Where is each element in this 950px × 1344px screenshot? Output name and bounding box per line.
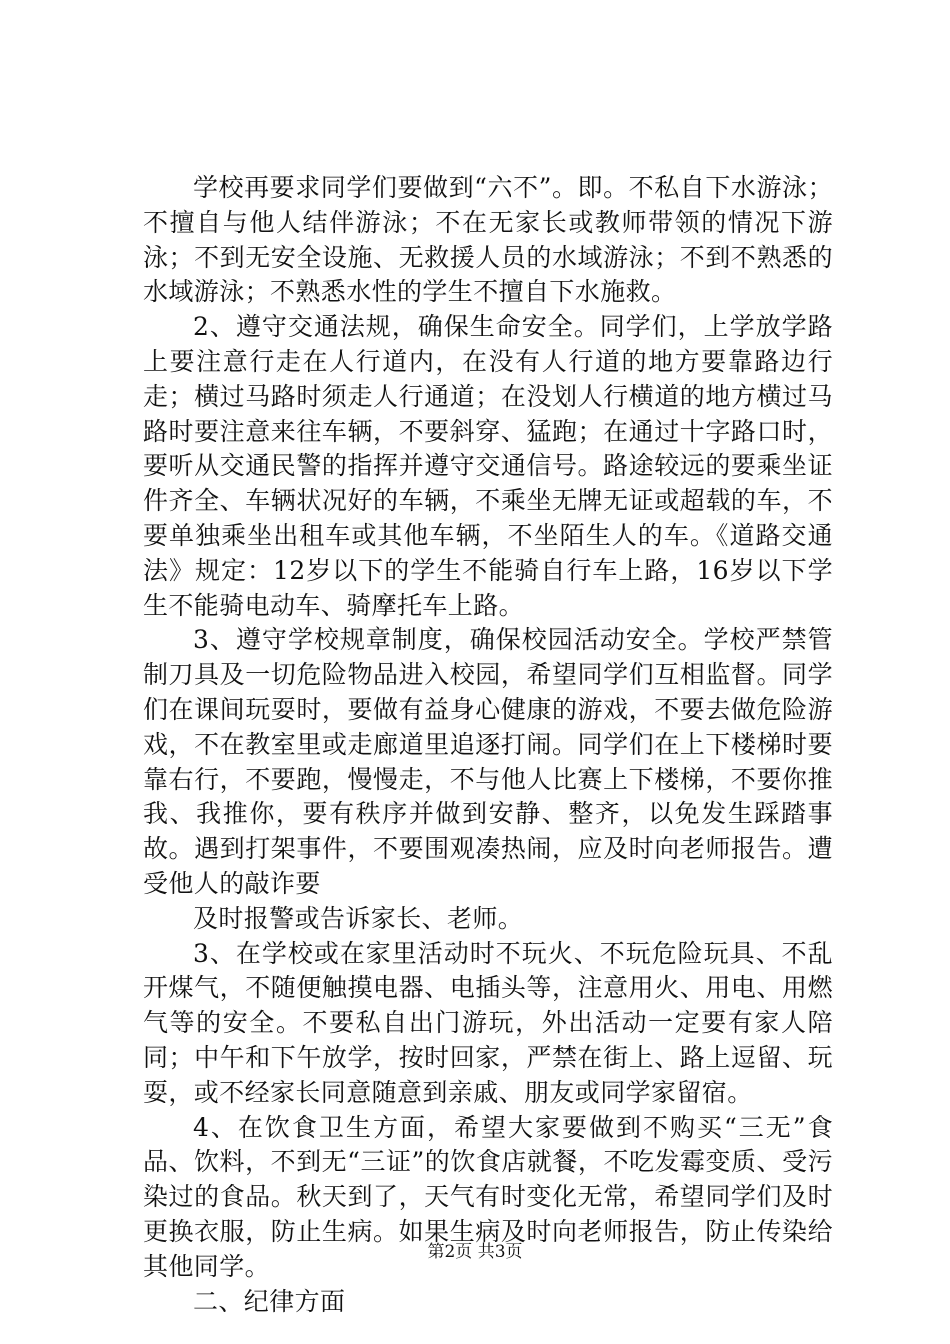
paragraph-swimming-rules: 学校再要求同学们要做到“六不”。即。不私自下水游泳；不擅自与他人结伴游泳；不在无家长或教师带领的情况下游泳；不到无安全设施、无救援人员的水域游泳；不到不熟悉的水域游泳；不熟悉水性的学生不擅自下水施救。 bbox=[143, 173, 833, 307]
paragraph-home-safety: 3、在学校或在家里活动时不玩火、不玩危险玩具、不乱开煤气，不随便触摸电器、电插头等，注意用火、用电、用燃气等的安全。不要私自出门游玩，外出活动一定要有家人陪同；中午和下午放学，按时回家，严禁在街上、路上逗留、玩耍，或不经家长同意随意到亲戚、朋友或同学家留宿。 bbox=[143, 938, 833, 1107]
page-number-footer: 第2页 共3页 bbox=[427, 1242, 523, 1262]
paragraph-traffic-safety: 2、遵守交通法规，确保生命安全。同学们，上学放学路上要注意行走在人行道内，在没有人行道的地方要靠路边行走；横过马路时须走人行通道；在没划人行横道的地方横过马路时要注意来往车辆，不要斜穿、猛跑；在通过十字路口时，要听从交通民警的指挥并遵守交通信号。路途较远的要乘坐证件齐全、车辆状况好的车辆，不乘坐无牌无证或超载的车，不要单独乘坐出租车或其他车辆，不坐陌生人的车。《道路交通法》规定：12岁以下的学生不能骑自行车上路，16岁以下学生不能骑电动车、骑摩托车上路。 bbox=[143, 312, 833, 620]
paragraph-food-hygiene: 4、在饮食卫生方面，希望大家要做到不购买“三无”食品、饮料，不到无“三证”的饮食店就餐，不吃发霉变质、受污染过的食品。秋天到了，天气有时变化无常，希望同学们及时更换衣服，防止生病。如果生病及时向老师报告，防止传染给其他同学。 bbox=[143, 1112, 833, 1281]
paragraph-school-rules: 3、遵守学校规章制度，确保校园活动安全。学校严禁管制刀具及一切危险物品进入校园，希望同学们互相监督。同学们在课间玩耍时，要做有益身心健康的游戏，不要去做危险游戏，不在教室里或走廊道里追逐打闹。同学们在上下楼梯时要靠右行，不要跑，慢慢走，不与他人比赛上下楼梯，不要你推我、我推你，要有秩序并做到安静、整齐，以免发生踩踏事故。遇到打架事件，不要围观凑热闹，应及时向老师报告。遭受他人的敲诈要 bbox=[143, 625, 833, 898]
document-body bbox=[143, 171, 833, 1319]
section-heading-discipline: 二、纪律方面 bbox=[193, 1286, 346, 1316]
paragraph-report-police: 及时报警或告诉家长、老师。 bbox=[193, 903, 524, 933]
